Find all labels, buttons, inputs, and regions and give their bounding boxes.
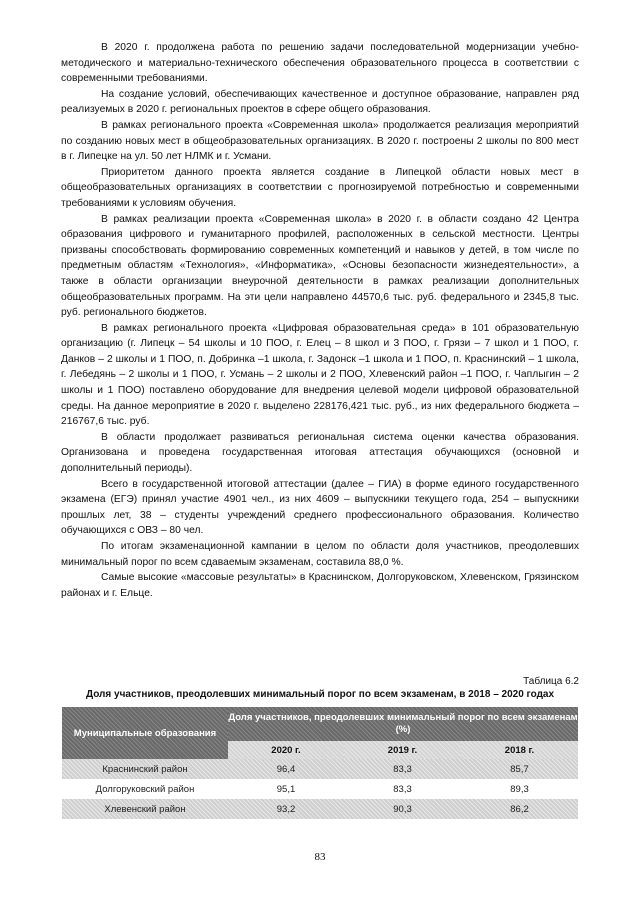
municipality-name: Краснинский район [102,763,188,775]
paragraph: Всего в государственной итоговой аттестации (далее – ГИА) в форме единого государственного экзамена (ЕГЭ) принял участие 4901 чел., из них 4609 – выпускники текущего года, 254 – выпускники прошлых лет, 38 – студенты учреждений среднего профессионального образования. Количество обучающихся с ОВЗ – 80 чел. [61,478,579,537]
table-title: Доля участников, преодолевших минимальный порог по всем экзаменам, в 2018 – 2020 годах [85,689,555,700]
value-2020: 96,4 [276,763,296,775]
table-row [62,779,578,799]
paragraph: В рамках регионального проекта «Цифровая образовательная среда» в 101 образовательную организацию (г. Липецк – 54 школы и 10 ПОО, г. Елец – 8 школ и 3 ПОО, г. Грязи – 7 школ и 1 ПОО, г. Данков – 2 школы и 1 ПОО, п. Добринка –1 школа, г. Задонск –1 школа и 1 ПОО, п. Краснинский – 1 школа, г. Лебедянь – 2 школы и 1 ПОО, г. Усмань – 2 школы и 2 ПОО, Хлевенский район –1 ПОО, г. Чаплыгин – 2 школы и 1 ПОО) поставлено оборудование для внедрения целевой модели цифровой образовательной среды. На данное мероприятие в 2020 г. выделено 228176,421 тыс. руб., из них федерального бюджета – 216767,6 тыс. руб. [61,322,579,428]
paragraph: В рамках регионального проекта «Современная школа» продолжается реализация мероприятий по созданию новых мест в общеобразовательных организациях. В 2020 г. построены 2 школы по 800 мест в г. Липецке на ул. 50 лет НЛМК и г. Усмани. [61,119,579,163]
paragraph: В 2020 г. продолжена работа по решению задачи последовательной модернизации учебно-методического и материально-технического обеспечения образовательного процесса в соответствии с современными требованиями. [61,42,579,85]
header-year-2018: 2018 г. [461,741,578,759]
paragraph: На создание условий, обеспечивающих качественное и доступное образование, направлен ряд реализуемых в 2020 г. региональных проектов в сфере общего образования. [61,88,579,116]
body-text [61,40,579,601]
header-share: Доля участников, преодолевших минимальный порог по всем экзаменам (%) [228,707,578,741]
value-2019: 83,3 [393,763,412,775]
municipality-name: Долгоруковский район [95,783,195,795]
value-2020: 93,2 [276,803,296,815]
value-2018: 85,7 [510,763,529,775]
paragraph: Самые высокие «массовые результаты» в Краснинском, Долгоруковском, Хлевенском, Грязинском районах и г. Ельце. [61,572,579,599]
paragraph: По итогам экзаменационной кампании в целом по области доля участников, преодолевших минимальный порог по всем сдаваемым экзаменам, составила 88,0 %. [61,541,579,568]
paragraph: В рамках реализации проекта «Современная школа» в 2020 г. в области создано 42 Центра образования цифрового и гуманитарного профилей, расположенных в сельской местности. Центры призваны способствовать формированию современных компетенций и навыков у детей, в том числе по предметным областям «Технология», «Информатика», «Основы безопасности жизнедеятельности», а также в области организации внеурочной деятельности в рамках реализации дополнительных общеобразовательных программ. На эти цели направлено 44570,6 тыс. руб. федерального и 2345,8 тыс. руб. регионального бюджетов. [61,213,579,319]
header-year-2020: 2020 г. [228,741,344,759]
value-2020: 95,1 [276,783,296,795]
table-number: Таблица 6.2 [523,676,579,687]
value-2018: 89,3 [510,783,529,795]
table-caption [61,675,579,702]
municipality-name: Хлевенский район [104,803,186,815]
table-row [62,799,578,819]
page-number: 83 [314,851,326,863]
table-row [62,759,578,779]
paragraph: В области продолжает развиваться региональная система оценки качества образования. Организована и проведена государственная итоговая аттестация обучающихся (основной и дополнительный периоды). [61,431,579,475]
results-table [62,707,578,819]
value-2018: 86,2 [510,803,529,815]
value-2019: 90,3 [393,803,412,815]
header-year-2019: 2019 г. [344,741,461,759]
header-municipality: Муниципальные образования [62,707,228,759]
value-2019: 83,3 [393,783,412,795]
paragraph: Приоритетом данного проекта является создание в Липецкой области новых мест в общеобразовательных организациях в соответствии с прогнозируемой потребностью и современными требованиями к условиям обучения. [61,166,579,209]
